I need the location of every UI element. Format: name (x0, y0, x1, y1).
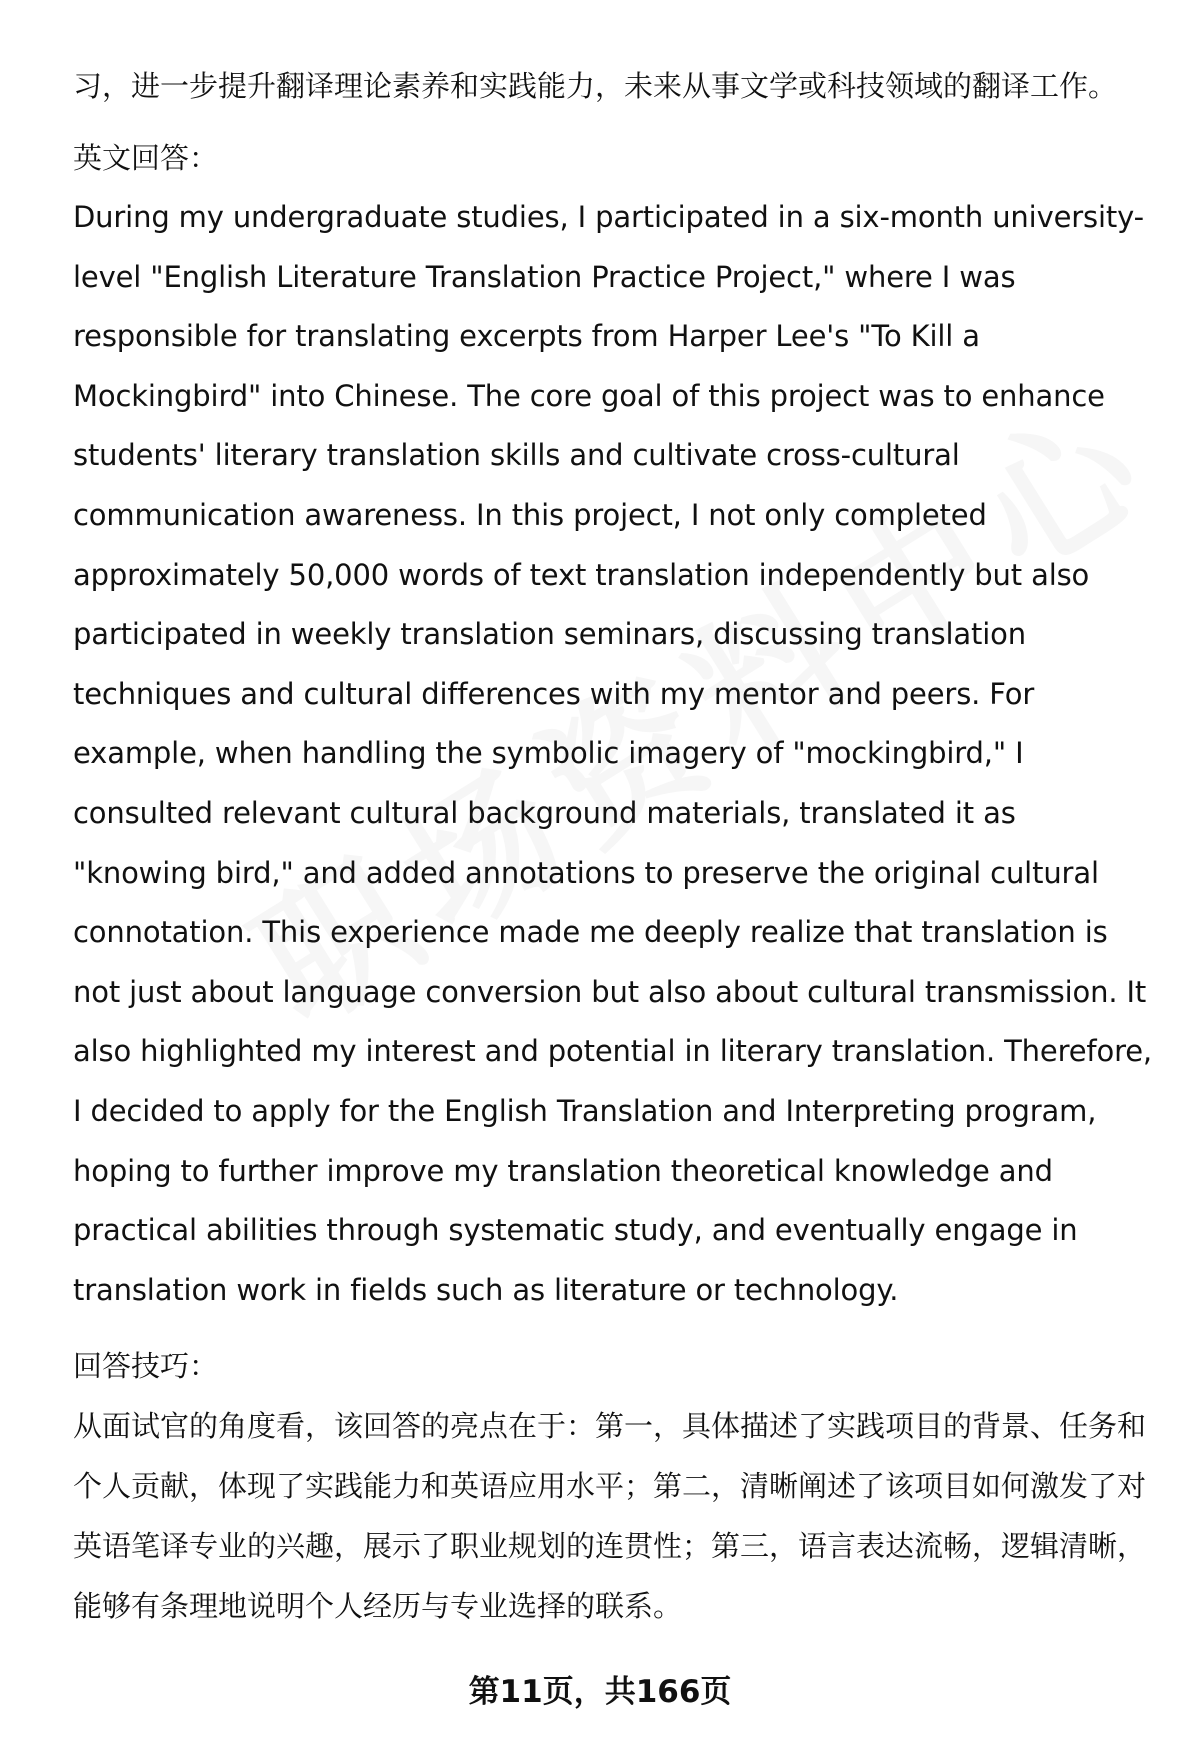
page-number-footer: 第11页，共166页 (468, 1674, 732, 1710)
answer-tips-heading: 回答技巧： (73, 1349, 219, 1384)
answer-tips-text: 从面试官的角度看，该回答的亮点在于：第一，具体描述了实践项目的背景、任务和个人贡献，体现了实践能力和英语应用水平；第二，清晰阐述了该项目如何激发了对英语笔译专业的兴趣，展示了职业规划的连贯性；第三，语言表达流畅，逻辑清晰，能够有条理地说明个人经历与专业选择的联系。 (73, 1409, 1147, 1624)
continued-paragraph: 习，进一步提升翻译理论素养和实践能力，未来从事文学或科技领域的翻译工作。 (73, 69, 1118, 103)
english-answer-text: During my undergraduate studies, I participated in a six-month university-level "English Literature Translation Practice Project," where I was responsible for translating excerpts from Harper Lee's "To Kill a Mockingbird" into Chinese. The core goal of this project was to enhance students' literary translation skills and cultivate cross-cultural communication awareness. In this project, I not only completed approximately 50,000 words of text translation independently but also participated in weekly translation seminars, discussing translation techniques and cultural differences with my mentor and peers. For example, when handling the symbolic imagery of "mockingbird," I consulted relevant cultural background materials, translated it as "knowing bird," and added annotations to preserve the original cultural connotation. This experience made me deeply realize that translation is not just about language conversion but also about cultural transmission. It also highlighted my interest and potential in literary translation. Therefore, I decided to apply for the English Translation and Interpreting program, hoping to further improve my translation theoretical knowledge and practical abilities through systematic study, and eventually engage in translation work in fields such as literature or technology. (73, 200, 1152, 1307)
english-answer-heading: 英文回答： (73, 141, 219, 175)
page-content (73, 56, 1153, 1636)
